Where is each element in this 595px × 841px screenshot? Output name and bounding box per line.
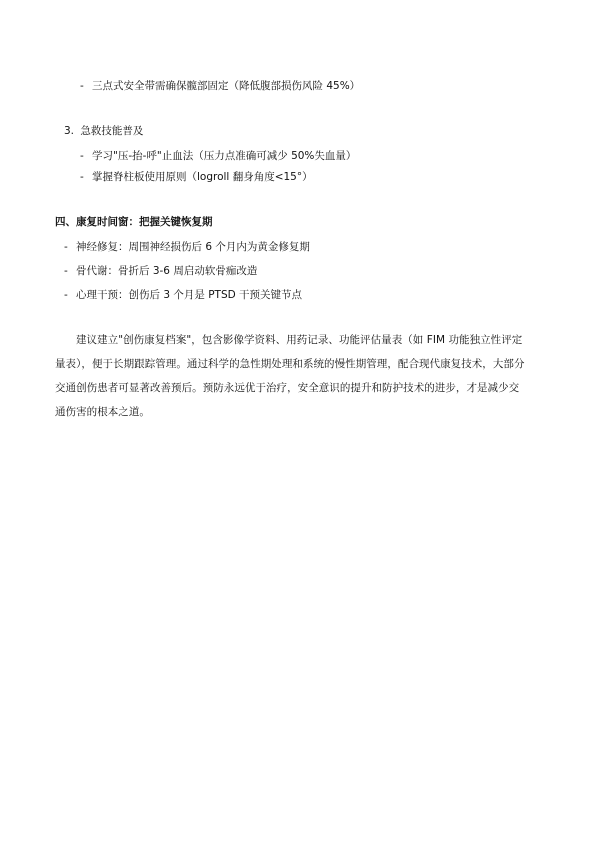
bullet-dash: - bbox=[64, 265, 68, 277]
list-item bbox=[64, 264, 257, 278]
item-title: 急救技能普及 bbox=[80, 125, 144, 137]
list-item-text: 掌握脊柱板使用原则（logroll 翻身角度<15°） bbox=[92, 171, 313, 183]
bullet-dash: - bbox=[80, 80, 84, 92]
list-item-text: 学习"压-抬-呼"止血法（压力点准确可减少 50%失血量） bbox=[92, 150, 357, 162]
list-item bbox=[80, 170, 313, 184]
paragraph-line: 建议建立"创伤康复档案"，包含影像学资料、用药记录、功能评估量表（如 FIM 功能独立性评定 bbox=[76, 334, 523, 346]
list-item bbox=[64, 288, 302, 302]
bullet-dash: - bbox=[80, 150, 84, 162]
list-item bbox=[80, 79, 360, 93]
list-item-text: 三点式安全带需确保髋部固定（降低腹部损伤风险 45%） bbox=[92, 80, 361, 92]
bullet-dash: - bbox=[64, 241, 68, 253]
list-item bbox=[64, 240, 310, 254]
list-item-text: 神经修复：周围神经损伤后 6 个月内为黄金修复期 bbox=[76, 241, 310, 253]
list-item-text: 骨代谢：骨折后 3-6 周启动软骨痂改造 bbox=[76, 265, 258, 277]
list-item-text: 心理干预：创伤后 3 个月是 PTSD 干预关键节点 bbox=[76, 289, 303, 301]
paragraph-line: 量表），便于长期跟踪管理。通过科学的急性期处理和系统的慢性期管理，配合现代康复技术，大部分 bbox=[55, 358, 525, 370]
numbered-item-heading bbox=[64, 124, 143, 138]
section-heading: 四、康复时间窗：把握关键恢复期 bbox=[55, 216, 213, 228]
bullet-dash: - bbox=[80, 171, 84, 183]
list-item bbox=[80, 149, 356, 163]
bullet-dash: - bbox=[64, 289, 68, 301]
item-number: 3. bbox=[64, 125, 75, 137]
paragraph-line: 通伤害的根本之道。 bbox=[55, 406, 150, 418]
paragraph-line: 交通创伤患者可显著改善预后。预防永远优于治疗，安全意识的提升和防护技术的进步，才是减少交 bbox=[55, 382, 520, 394]
